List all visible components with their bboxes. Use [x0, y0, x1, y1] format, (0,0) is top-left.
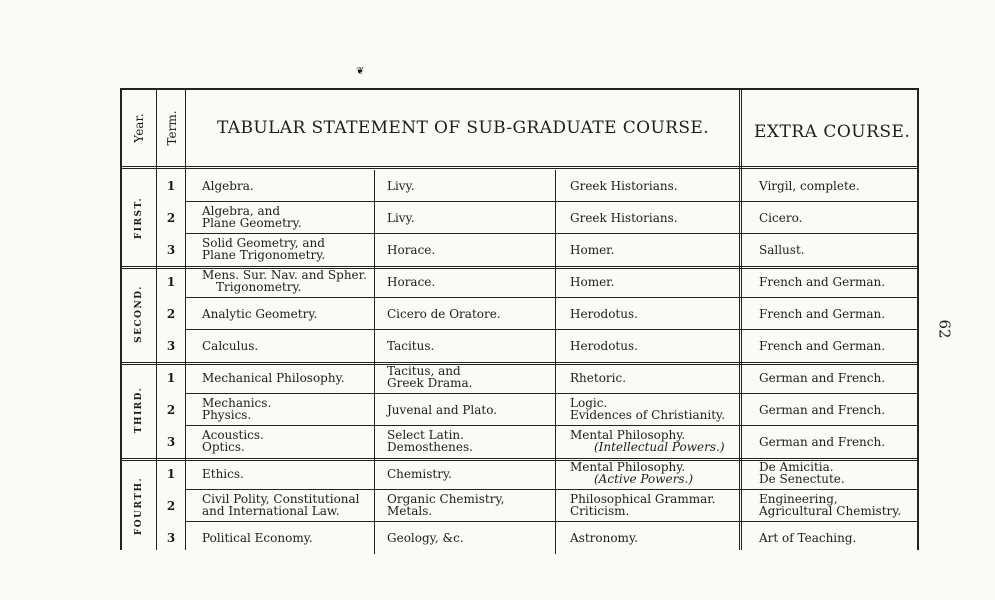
extra-course-cell: [759, 404, 885, 416]
course-cell: [570, 212, 678, 224]
cell-line: Ethics.: [202, 467, 244, 481]
column-divider: [555, 362, 556, 458]
cell-line: Engineering,: [759, 492, 838, 506]
cell-line: Astronomy.: [570, 531, 638, 545]
course-cell: [570, 276, 614, 288]
course-cell: [570, 429, 725, 453]
column-divider: [374, 362, 375, 458]
course-cell: [202, 468, 244, 480]
cell-line: Tacitus.: [387, 339, 435, 353]
course-cell: [202, 269, 367, 293]
course-cell: [202, 340, 258, 352]
cell-line: French and German.: [759, 307, 886, 321]
course-cell: [202, 308, 317, 320]
cell-line: Chemistry.: [387, 467, 452, 481]
cell-line: Select Latin.: [387, 428, 464, 442]
table-row: [166, 458, 917, 490]
year-label: [124, 266, 154, 362]
term-column-label: Term.: [165, 110, 179, 146]
course-cell: [202, 493, 360, 517]
cell-line: Sallust.: [759, 243, 805, 257]
year-block: [122, 266, 917, 365]
table-row: [166, 490, 917, 522]
cell-line: Greek Drama.: [387, 376, 473, 390]
term-number: 2: [166, 403, 176, 417]
extra-course-cell: [759, 180, 860, 192]
cell-line: Organic Chemistry,: [387, 492, 505, 506]
extra-divider: [739, 90, 742, 550]
column-divider: [555, 170, 556, 266]
extra-course-cell: [759, 308, 885, 320]
cell-line: French and German.: [759, 275, 886, 289]
cell-line: Horace.: [387, 243, 436, 257]
cell-line: Herodotus.: [570, 339, 638, 353]
cell-line: Philosophical Grammar.: [570, 492, 716, 506]
year-divider: [156, 90, 157, 550]
course-cell: [570, 340, 638, 352]
year-label: [124, 362, 154, 458]
year-label-text: SECOND.: [134, 285, 144, 343]
column-divider: [555, 458, 556, 554]
cell-line: (Active Powers.): [594, 472, 693, 486]
extra-course-cell: [759, 244, 805, 256]
course-cell: [570, 397, 725, 421]
cell-line: Evidences of Christianity.: [570, 408, 726, 422]
cell-line: Criticism.: [570, 504, 630, 518]
cell-line: French and German.: [759, 339, 886, 353]
cell-line: Algebra.: [202, 179, 254, 193]
course-cell: [387, 276, 435, 288]
course-cell: [570, 461, 693, 485]
extra-course-cell: [759, 212, 802, 224]
cell-line: Art of Teaching.: [759, 531, 857, 545]
term-divider: [185, 90, 186, 550]
term-number: 3: [166, 435, 176, 449]
year-column-label: Year.: [132, 113, 146, 143]
cell-line: Agricultural Chemistry.: [759, 504, 902, 518]
table-row: [166, 234, 917, 265]
year-label: [124, 170, 154, 266]
course-cell: [202, 180, 254, 192]
cell-line: Cicero de Oratore.: [387, 307, 501, 321]
cell-line: Mechanical Philosophy.: [202, 371, 345, 385]
course-cell: [570, 308, 638, 320]
course-cell: [570, 493, 715, 517]
course-table: [120, 88, 919, 550]
cell-line: Physics.: [202, 408, 252, 422]
cell-line: Algebra, and: [202, 204, 281, 218]
cell-line: Plane Trigonometry.: [202, 248, 326, 262]
extra-course-cell: [759, 461, 845, 485]
table-row: [166, 426, 917, 457]
course-cell: [387, 493, 504, 517]
cell-line: Mental Philosophy.: [570, 460, 686, 474]
cell-line: and International Law.: [202, 504, 340, 518]
term-number: 2: [166, 307, 176, 321]
course-cell: [202, 397, 271, 421]
cell-line: Greek Historians.: [570, 211, 678, 225]
extra-course-title: EXTRA COURSE.: [754, 122, 911, 142]
course-cell: [387, 468, 452, 480]
course-cell: [387, 429, 473, 453]
table-header: [122, 90, 917, 169]
cell-line: German and French.: [759, 371, 886, 385]
cell-line: Civil Polity, Constitutional: [202, 492, 360, 506]
table-row: [166, 330, 917, 361]
page-number: 62: [935, 319, 954, 339]
cell-line: De Senectute.: [759, 472, 845, 486]
year-block: [122, 170, 917, 269]
table-row: [166, 266, 917, 298]
cell-line: Herodotus.: [570, 307, 638, 321]
course-cell: [202, 429, 264, 453]
extra-course-cell: [759, 532, 856, 544]
term-number: 2: [166, 499, 176, 513]
cell-line: Optics.: [202, 440, 245, 454]
cell-line: Analytic Geometry.: [202, 307, 318, 321]
cell-line: (Intellectual Powers.): [594, 440, 725, 454]
year-label: [124, 458, 154, 554]
table-row: [166, 170, 917, 202]
cell-line: Mental Philosophy.: [570, 428, 686, 442]
cell-line: Metals.: [387, 504, 433, 518]
course-cell: [570, 372, 626, 384]
course-cell: [387, 365, 472, 389]
course-cell: [570, 244, 614, 256]
extra-course-cell: [759, 436, 885, 448]
cell-line: Cicero.: [759, 211, 803, 225]
column-divider: [374, 458, 375, 554]
column-divider: [374, 266, 375, 362]
table-row: [166, 298, 917, 330]
cell-line: Logic.: [570, 396, 608, 410]
cell-line: Calculus.: [202, 339, 259, 353]
table-row: [166, 362, 917, 394]
cell-line: Homer.: [570, 243, 615, 257]
cell-line: Juvenal and Plato.: [387, 403, 498, 417]
term-number: 2: [166, 211, 176, 225]
table-row: [166, 522, 917, 553]
course-cell: [570, 180, 678, 192]
course-cell: [387, 180, 415, 192]
cell-line: Tacitus, and: [387, 364, 461, 378]
table-row: [166, 202, 917, 234]
course-cell: [387, 532, 464, 544]
term-number: 3: [166, 243, 176, 257]
cell-line: Plane Geometry.: [202, 216, 302, 230]
cell-line: Homer.: [570, 275, 615, 289]
year-label-text: FIRST.: [134, 196, 144, 240]
cell-line: Solid Geometry, and: [202, 236, 325, 250]
cell-line: Rhetoric.: [570, 371, 627, 385]
term-number: 3: [166, 339, 176, 353]
course-cell: [387, 244, 435, 256]
extra-course-cell: [759, 372, 885, 384]
course-cell: [387, 212, 415, 224]
cell-line: Livy.: [387, 179, 415, 193]
course-cell: [387, 404, 497, 416]
cell-line: German and French.: [759, 403, 886, 417]
course-cell: [570, 532, 638, 544]
cell-line: Horace.: [387, 275, 436, 289]
ink-mark: ❦: [356, 66, 365, 77]
course-cell: [202, 237, 325, 261]
course-cell: [387, 308, 501, 320]
table-row: [166, 394, 917, 426]
term-number: 1: [166, 467, 176, 481]
cell-line: Geology, &c.: [387, 531, 464, 545]
course-cell: [202, 205, 302, 229]
cell-line: Virgil, complete.: [759, 179, 860, 193]
table-title: TABULAR STATEMENT OF SUB-GRADUATE COURSE.: [217, 118, 710, 138]
course-cell: [202, 532, 313, 544]
year-block: [122, 362, 917, 461]
term-number: 1: [166, 179, 176, 193]
cell-line: Political Economy.: [202, 531, 313, 545]
year-label-text: THIRD.: [134, 386, 144, 434]
cell-line: Mechanics.: [202, 396, 272, 410]
cell-line: Trigonometry.: [216, 280, 302, 294]
term-number: 1: [166, 275, 176, 289]
column-divider: [374, 170, 375, 266]
cell-line: Acoustics.: [202, 428, 264, 442]
cell-line: German and French.: [759, 435, 886, 449]
cell-line: Livy.: [387, 211, 415, 225]
cell-line: De Amicitia.: [759, 460, 834, 474]
year-label-text: FOURTH.: [134, 476, 144, 536]
term-number: 1: [166, 371, 176, 385]
extra-course-cell: [759, 340, 885, 352]
term-number: 3: [166, 531, 176, 545]
extra-course-cell: [759, 493, 901, 517]
cell-line: Greek Historians.: [570, 179, 678, 193]
column-divider: [555, 266, 556, 362]
course-cell: [387, 340, 434, 352]
cell-line: Demosthenes.: [387, 440, 473, 454]
course-cell: [202, 372, 345, 384]
year-block: [122, 458, 917, 554]
extra-course-cell: [759, 276, 885, 288]
cell-line: Mens. Sur. Nav. and Spher.: [202, 268, 367, 282]
